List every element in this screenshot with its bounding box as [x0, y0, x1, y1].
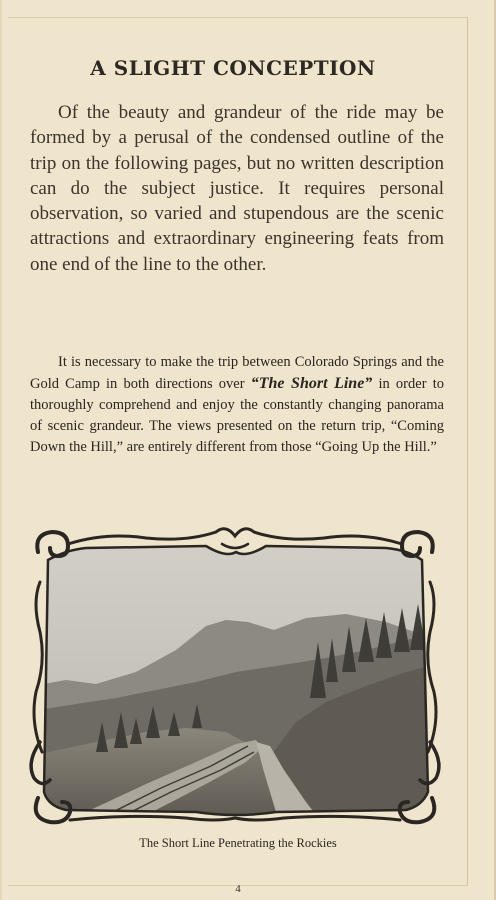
- lead-paragraph: [30, 100, 444, 277]
- photo-scene: [26, 522, 444, 828]
- page-number: 4: [235, 883, 241, 895]
- body-text-before: It is necessary to make the trip between Colorado Springs and the Gold Camp in both directions over: [30, 354, 444, 392]
- railway-name: “The Short Line”: [250, 375, 373, 392]
- right-rule: [467, 17, 468, 886]
- figure-caption: The Short Line Penetrating the Rockies: [139, 836, 337, 850]
- framed-photograph: [26, 522, 444, 828]
- body-text-after: in order to thoroughly comprehend and enjoy the constantly changing panorama of scenic grandeur. The views presented on the return trip, “Coming Down the Hill,” are entirely different from those “Going Up the Hill.”: [30, 376, 444, 455]
- lead-paragraph-text: Of the beauty and grandeur of the ride may be formed by a perusal of the condensed outline of the trip on the following pages, but no written description can do the subject justice. It requires personal observation, so varied and stupendous are the scenic attractions and extraordinary engineering feats from one end of the line to the other.: [30, 102, 444, 275]
- top-rule: [8, 17, 468, 18]
- body-paragraph: [30, 352, 444, 458]
- page-heading: A SLIGHT CONCEPTION: [90, 56, 376, 80]
